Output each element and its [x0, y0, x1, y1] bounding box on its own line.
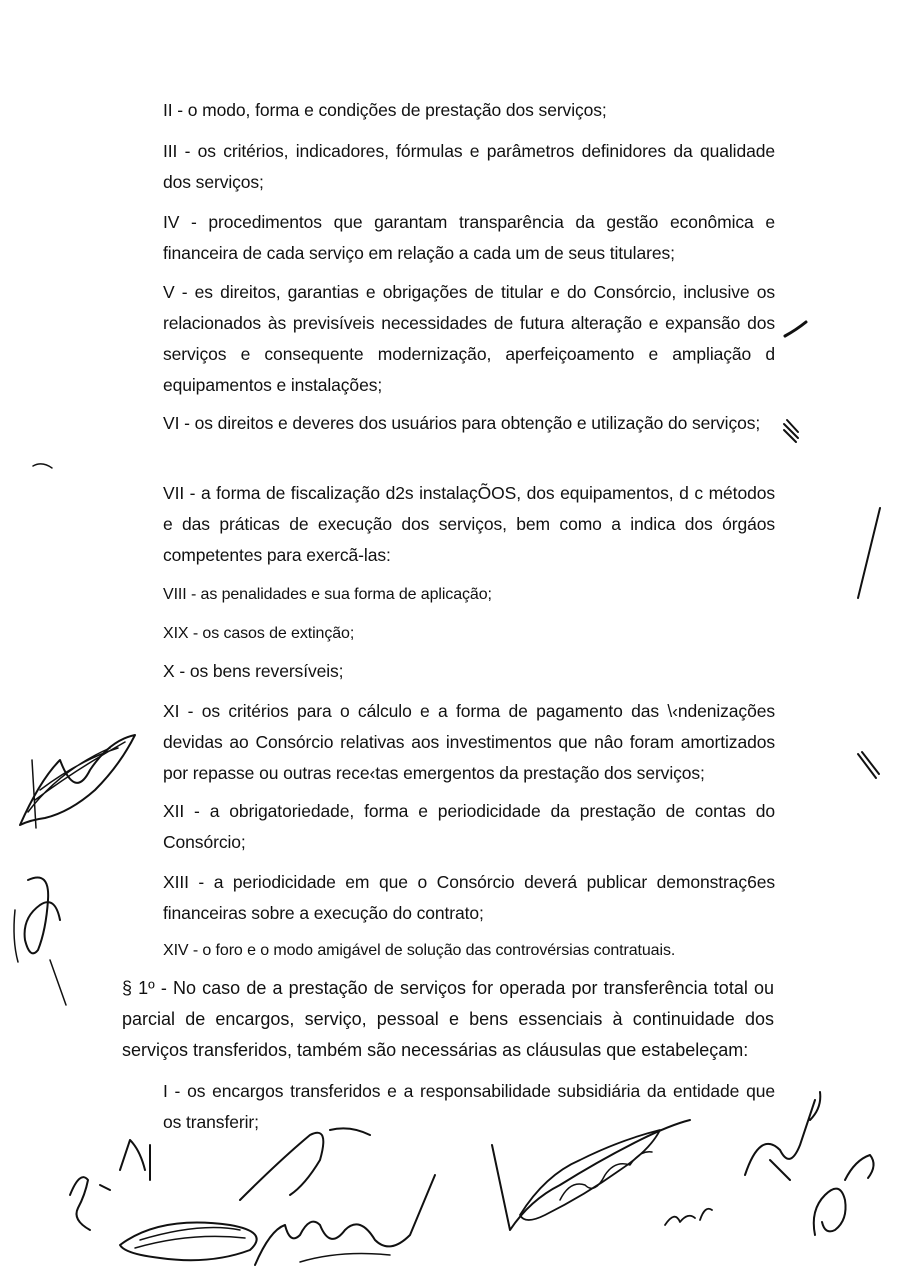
bottom-signature-2 — [120, 1128, 370, 1260]
clause-item-x: X - os bens reversíveis; — [163, 661, 344, 681]
margin-dash-mark — [33, 464, 52, 468]
subitem-i: I - os encargos transferidos e a responsabilidade subsidiária da entidade que os transferir; — [163, 1081, 775, 1132]
paragraph-1: § 1º - No caso de a prestação de serviços for operada por transferência total ou parcial de encargos, serviço, pessoal e bens essenciais à continuidade dos serviços transferidos, também são necessárias as cláusulas que estabeleçam: — [122, 978, 774, 1060]
margin-scribble-mark — [784, 420, 798, 442]
clause-item-iii: III - os critérios, indicadores, fórmulas e parâmetros definidores da qualidade dos serviços; — [163, 141, 775, 192]
left-margin-signature-1 — [20, 735, 135, 828]
clause-item-xiii: XIII - a periodicidade em que o Consórcio deverá publicar demonstraç6es financeiras sobre a execução do contrato; — [163, 872, 775, 923]
margin-tick-mark — [785, 322, 806, 336]
clause-item-xi: XI - os critérios para o cálculo e a forma de pagamento das \‹ndenizações devidas ao Consórcio relativas aos investimentos que nâo foram amortizados por repasse ou outras rece‹tas emergentos da prestação dos serviços; — [163, 701, 775, 783]
margin-double-stroke — [858, 752, 879, 778]
clause-item-iv: IV - procedimentos que garantam transparência da gestão econômica e financeira de cada serviço em relação a cada um de seus titulares; — [163, 212, 775, 263]
clause-item-ii: II - o modo, forma e condições de prestação dos serviços; — [163, 100, 607, 120]
left-margin-signature-2 — [14, 878, 66, 1006]
clause-item-xix: XIX - os casos de extinção; — [163, 625, 355, 642]
bottom-signature-7 — [814, 1155, 874, 1235]
clause-item-vii: VII - a forma de fiscalização d2s instalaçÕOS, dos equipamentos, d c métodos e das práticas de execução dos serviços, bem como a indica dos órgáos competentes para exercã-las: — [163, 483, 775, 565]
bottom-signature-1 — [70, 1140, 150, 1230]
clause-item-xii: XII - a obrigatoriedade, forma e periodicidade da prestação de contas do Consórcio; — [163, 801, 775, 852]
clause-item-v: V - es direitos, garantias e obrigações de titular e do Consórcio, inclusive os relacionados às previsíveis necessidades de futura alteração e expansão dos serviços e consequente modernização, aperfeiçoamento e ampliação d equipamentos e instalações; — [163, 282, 775, 395]
clause-item-vi: VI - os direitos e deveres dos usuários para obtenção e utilização do serviços; — [163, 413, 761, 433]
bottom-signature-3 — [255, 1175, 435, 1265]
clause-item-xiv: XIV - o foro e o modo amigável de solução das controvérsias contratuais. — [163, 942, 676, 959]
clause-item-viii: VIII - as penalidades e sua forma de aplicação; — [163, 586, 492, 603]
bottom-signature-5 — [665, 1209, 712, 1225]
margin-vertical-stroke — [858, 508, 880, 598]
